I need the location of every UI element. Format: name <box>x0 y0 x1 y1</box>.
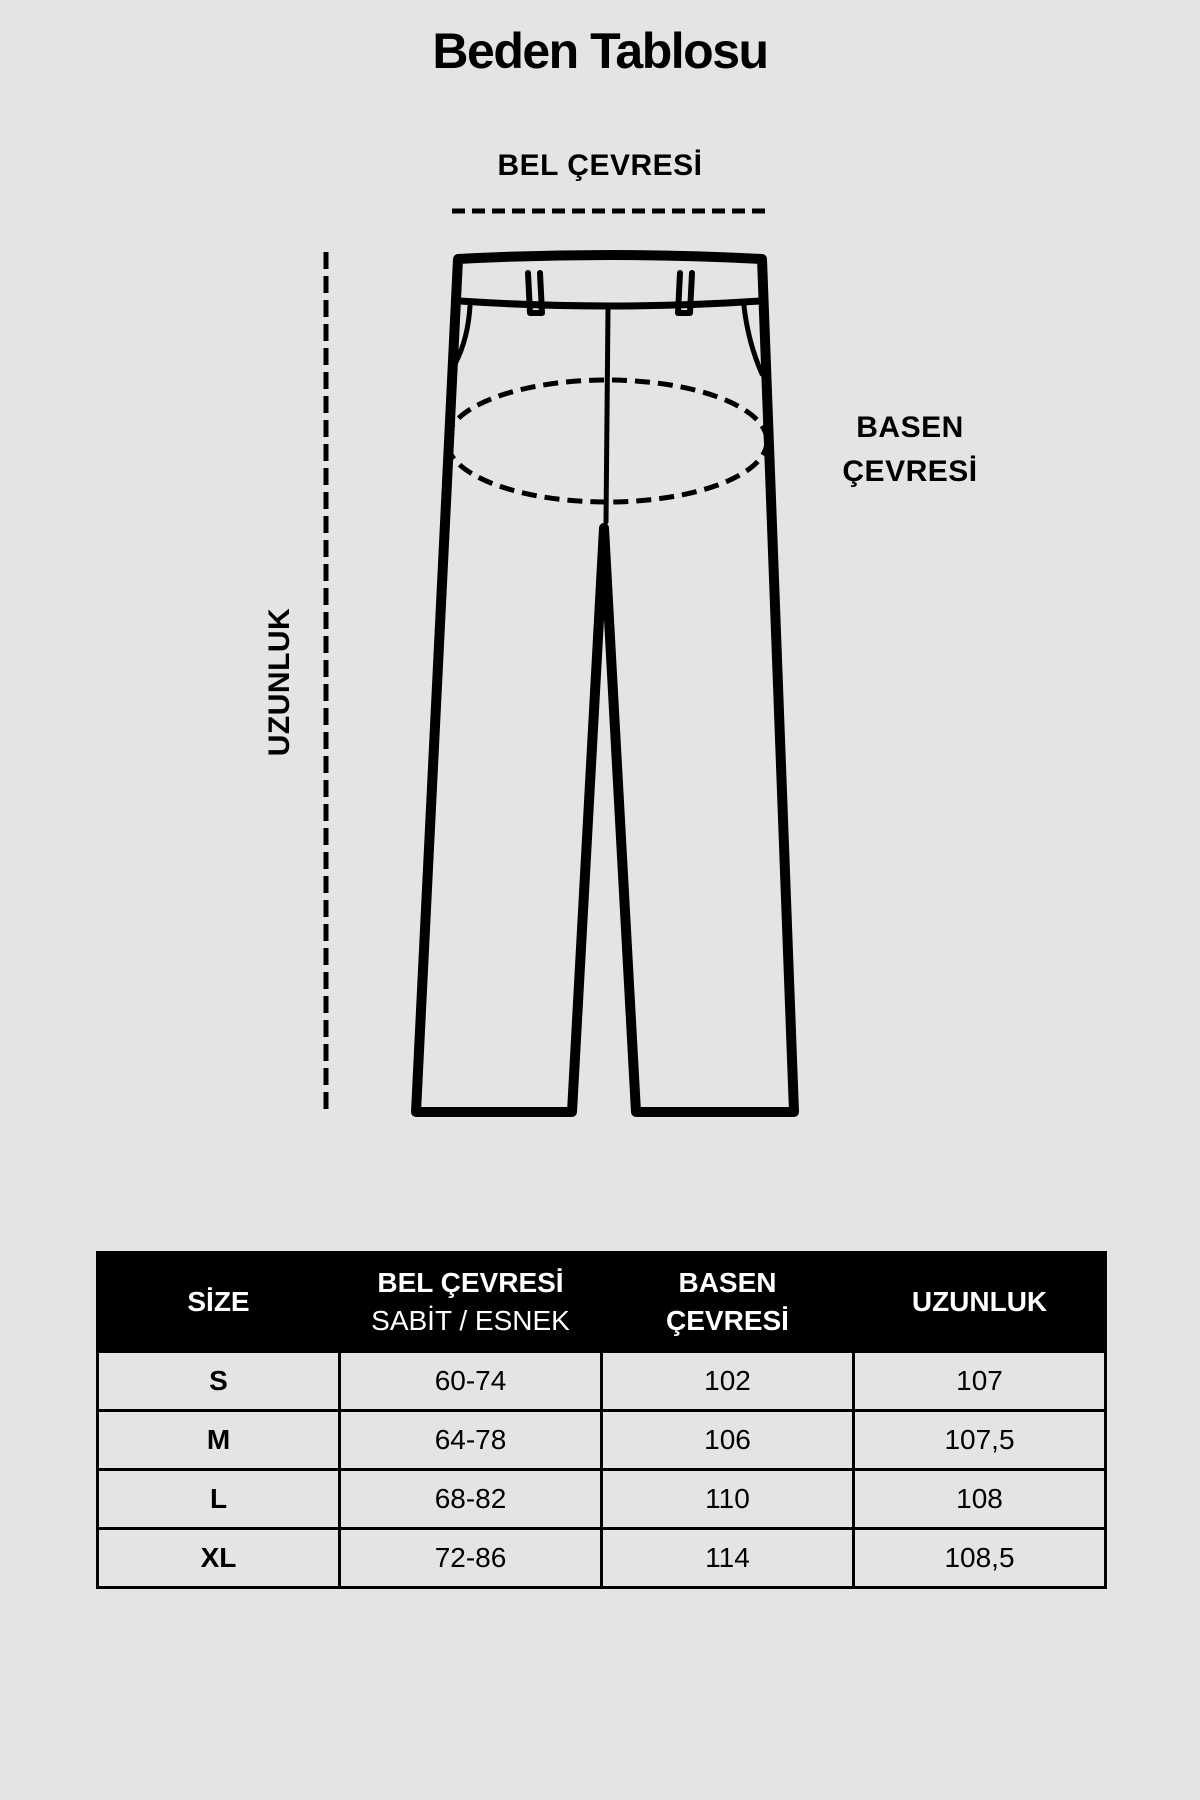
hip-label-line1: BASEN <box>856 411 964 444</box>
header-length: UZUNLUK <box>854 1253 1106 1352</box>
header-hip-line1: BASEN <box>678 1267 777 1298</box>
waist-cell: 72-86 <box>340 1529 602 1588</box>
size-cell: M <box>98 1411 340 1470</box>
size-table <box>96 1251 1107 1589</box>
length-label: UZUNLUK <box>263 607 296 757</box>
table-row <box>98 1529 1106 1588</box>
length-cell: 107 <box>854 1352 1106 1411</box>
length-cell: 108,5 <box>854 1529 1106 1588</box>
header-waist-title: BEL ÇEVRESİ <box>377 1267 564 1298</box>
size-cell: L <box>98 1470 340 1529</box>
table-row <box>98 1411 1106 1470</box>
hip-cell: 114 <box>602 1529 854 1588</box>
header-waist <box>340 1253 602 1352</box>
waist-cell: 68-82 <box>340 1470 602 1529</box>
length-cell: 107,5 <box>854 1411 1106 1470</box>
table-row <box>98 1470 1106 1529</box>
waist-label: BEL ÇEVRESİ <box>497 149 703 182</box>
size-cell: XL <box>98 1529 340 1588</box>
hip-cell: 106 <box>602 1411 854 1470</box>
header-hip-line2: ÇEVRESİ <box>666 1305 789 1336</box>
table-row <box>98 1352 1106 1411</box>
waist-cell: 64-78 <box>340 1411 602 1470</box>
header-size: SİZE <box>98 1253 340 1352</box>
header-hip <box>602 1253 854 1352</box>
length-cell: 108 <box>854 1470 1106 1529</box>
size-table-header-row <box>98 1253 1106 1352</box>
hip-cell: 102 <box>602 1352 854 1411</box>
header-waist-sub: SABİT / ESNEK <box>371 1305 570 1336</box>
waist-cell: 60-74 <box>340 1352 602 1411</box>
trousers-outline-icon <box>416 255 794 1112</box>
page-title: Beden Tablosu <box>432 23 768 79</box>
hip-label-line2: ÇEVRESİ <box>842 455 978 488</box>
size-cell: S <box>98 1352 340 1411</box>
hip-cell: 110 <box>602 1470 854 1529</box>
